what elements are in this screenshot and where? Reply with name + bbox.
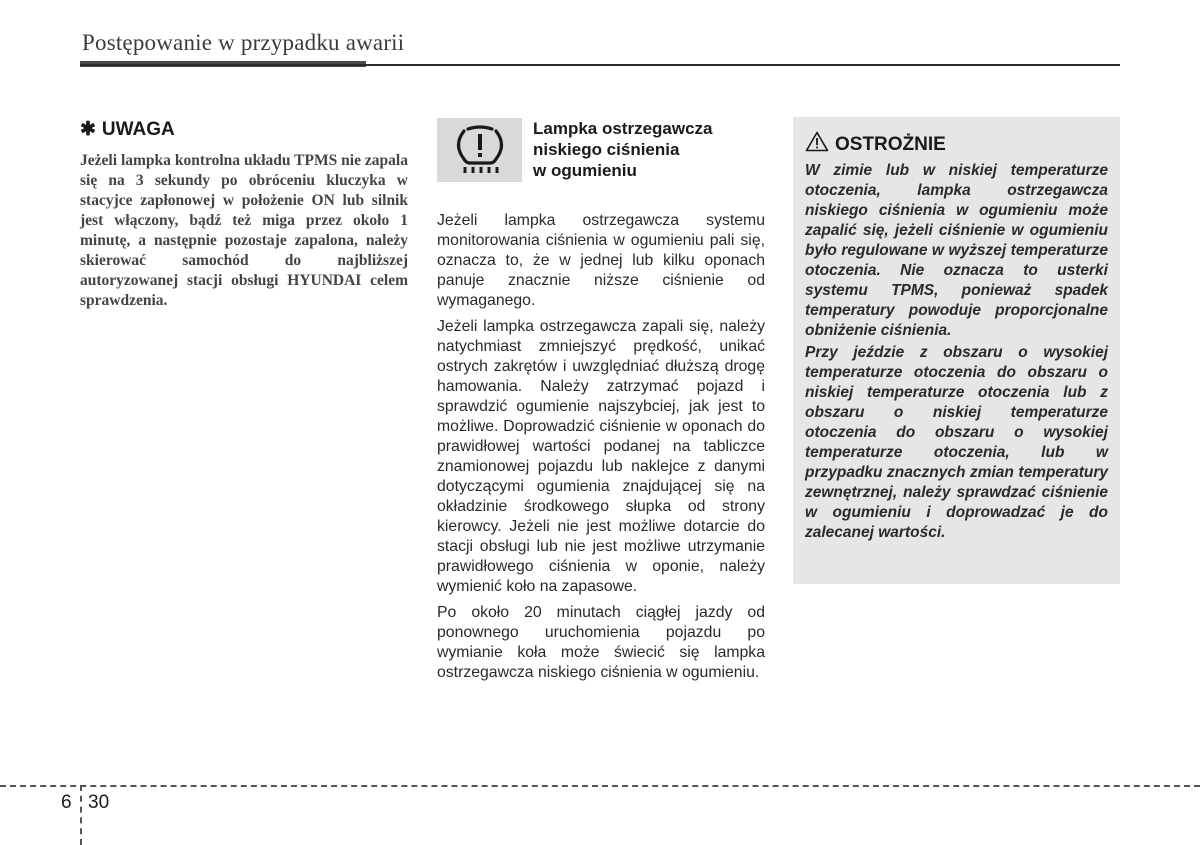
footer-rule <box>0 785 1200 787</box>
caution-box <box>793 117 1120 584</box>
warning-triangle-icon <box>805 131 829 158</box>
lamp-paragraph: Po około 20 minutach ciągłej jazdy od ponownego uruchomienia pojazdu po wymianie koła może świecić się lampka ostrzegawcza niskiego ciśnienia w ogumieniu. <box>437 604 765 681</box>
header-rule <box>80 64 1120 66</box>
lamp-paragraph: Jeżeli lampka ostrzegawcza systemu monitorowania ciśnienia w ogumieniu pali się, oznacza to, że w jednej lub kilku oponach panuje znacznie niższe ciśnienie od wymaganego. <box>437 212 765 309</box>
lamp-heading-line: w ogumieniu <box>533 161 637 180</box>
lamp-paragraph: Jeżeli lampka ostrzegawcza zapali się, należy natychmiast zmniejszyć prędkość, unikać ostrych zakrętów i uwzględniać dłuższą drogę hamowania. Należy zatrzymać pojazd i sprawdzić ogumienie najszybciej, jak jest to możliwe. Doprowadzić ciśnienie w oponach do prawidłowej wartości podanej na tabliczce znamionowej pojazdu lub naklejce z danymi dotyczącymi ogumienia znajdującej się na okładzinie środkowego słupka od strony kierowcy. Jeżeli nie jest możliwe dotarcie do stacji obsługi lub nie jest możliwe utrzymanie prawidłowego ciśnienia w oponie, należy wymienić koło na zapasowe. <box>437 318 765 595</box>
page-section-number: 6 <box>61 792 72 813</box>
tpms-warning-icon <box>437 118 522 182</box>
caution-title: OSTROŻNIE <box>835 133 946 155</box>
caution-heading <box>805 131 1108 158</box>
tpms-lamp-section <box>437 118 765 689</box>
uwaga-text: Jeżeli lampka kontrolna układu TPMS nie zapala się na 3 sekundy po obróceniu kluczyka w stacyjce zapłonowej w położenie ON lub silnik jest włączony, bądź też miga przez około 1 minutę, a następnie pozostaje zapalona, należy skierować samochód do najbliższej autoryzowanej stacji obsługi HYUNDAI celem sprawdzenia. <box>80 152 408 309</box>
uwaga-note <box>80 118 408 311</box>
lamp-body <box>437 211 765 683</box>
lamp-heading-line: niskiego ciśnienia <box>533 140 680 159</box>
lamp-heading <box>533 118 713 181</box>
caution-paragraph: Przy jeździe z obszaru o wysokiej temperaturze otoczenia do obszaru o niskiej temperaturze otoczenia lub z obszaru o niskiej temperaturze otoczenia do obszaru o wysokiej temperaturze otoczenia, lub w przypadku znacznych zmian temperatury zewnętrznej, należy sprawdzać ciśnienie w ogumieniu i doprowadzać je do zalecanej wartości. <box>805 344 1108 541</box>
lamp-block <box>437 118 765 182</box>
uwaga-title: UWAGA <box>101 118 175 140</box>
footer-divider <box>80 785 82 845</box>
page-header-title: Postępowanie w przypadku awarii <box>82 30 405 55</box>
caution-paragraph: W zimie lub w niskiej temperaturze otoczenia, lampka ostrzegawcza niskiego ciśnienia w ogumieniu może zapalić się, jeżeli ciśnienie w ogumieniu było regulowane w wyższej temperaturze otoczenia. Nie oznacza to usterki systemu TPMS, ponieważ spadek temperatury powoduje proporcjonalne obniżenie ciśnienia. <box>805 162 1108 339</box>
page-number: 30 <box>88 792 110 813</box>
star-icon: ✱ <box>80 119 96 140</box>
lamp-heading-line: Lampka ostrzegawcza <box>533 119 713 138</box>
uwaga-heading <box>80 118 408 141</box>
